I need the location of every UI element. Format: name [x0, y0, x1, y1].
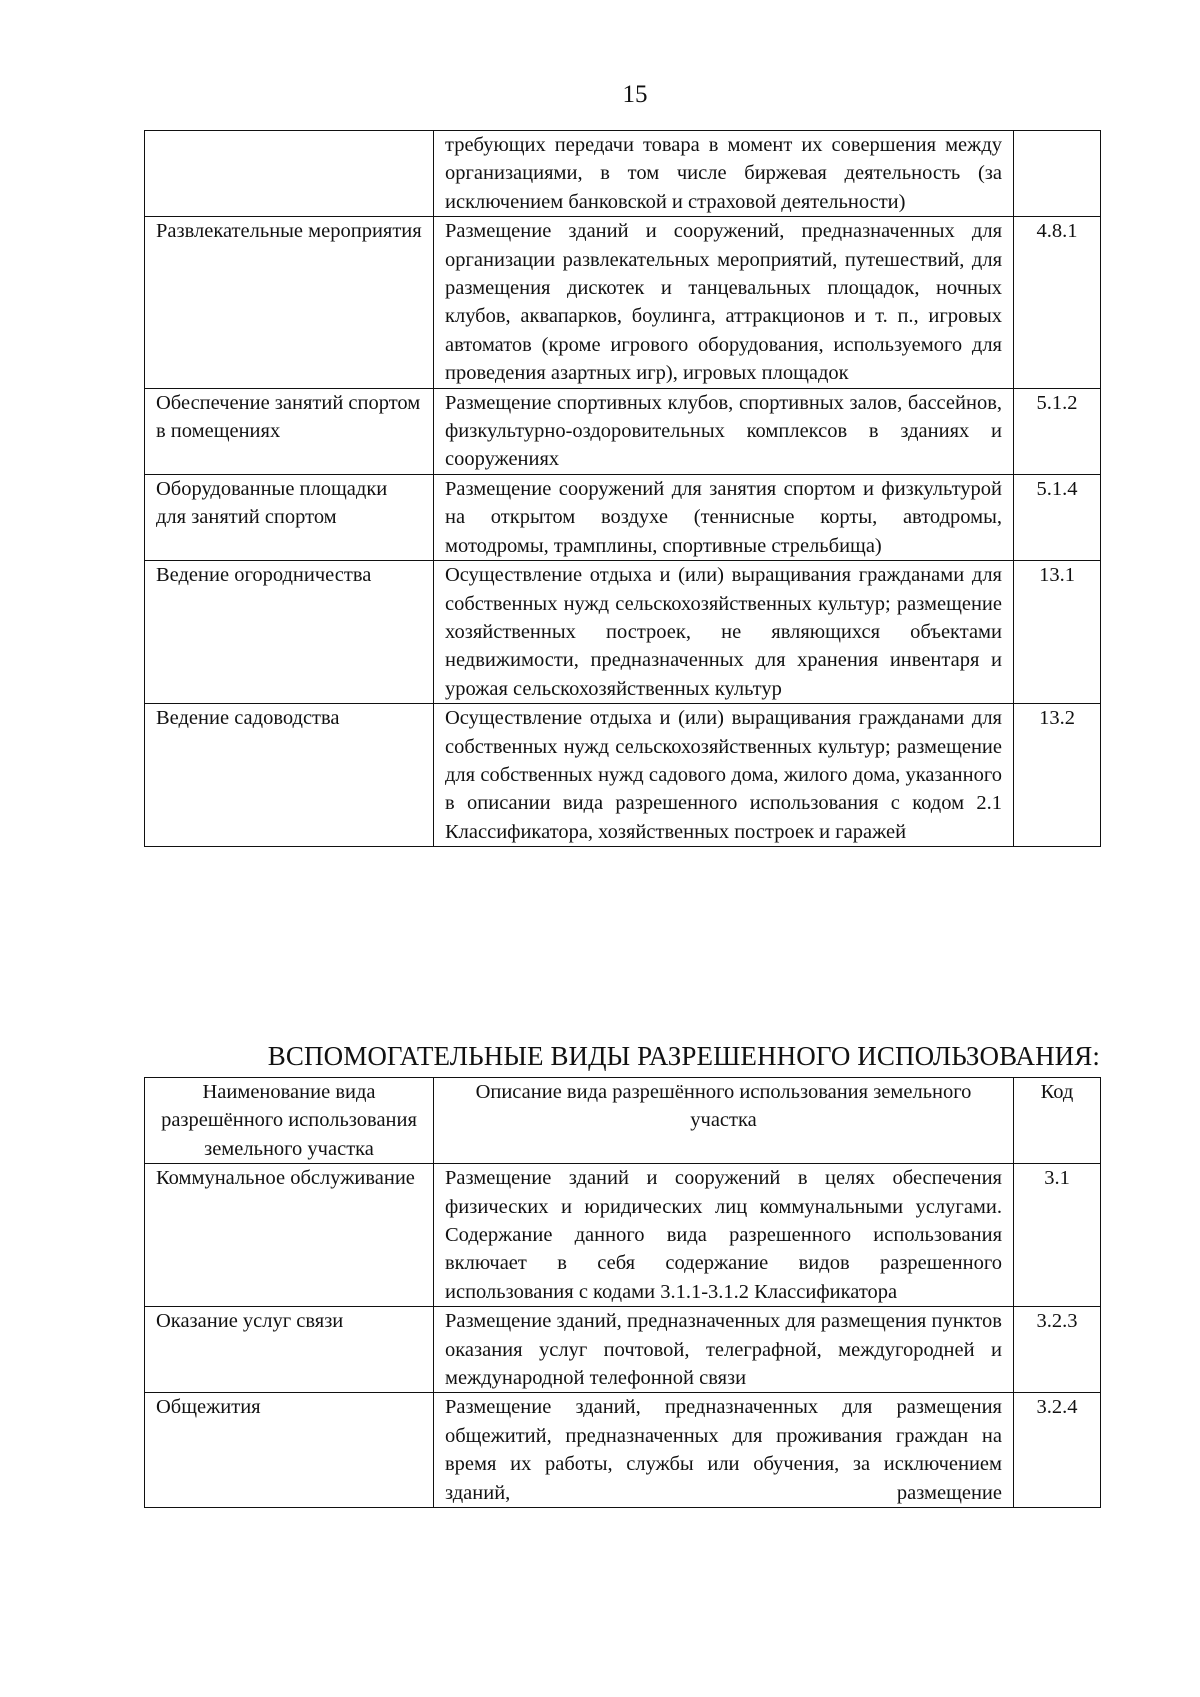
table-row [145, 561, 1101, 704]
use-type-name: Ведение огородничества [145, 561, 434, 704]
use-type-name: Оборудованные площадки для занятий спортом [145, 474, 434, 560]
use-type-code: 3.1 [1014, 1164, 1101, 1307]
table-header-row [145, 1078, 1101, 1164]
use-type-description: Размещение зданий, предназначенных для размещения пунктов оказания услуг почтовой, телеграфной, междугородней и международной телефонной связи [434, 1307, 1014, 1393]
use-type-code: 5.1.4 [1014, 474, 1101, 560]
use-type-code: 5.1.2 [1014, 388, 1101, 474]
use-type-description: Размещение сооружений для занятия спортом и физкультурой на открытом воздухе (теннисные корты, автодромы, мотодромы, трамплины, спортивные стрельбища) [434, 474, 1014, 560]
table-row [145, 704, 1101, 847]
table-row [145, 1164, 1101, 1307]
use-type-code: 3.2.3 [1014, 1307, 1101, 1393]
table-row [145, 131, 1101, 217]
use-type-code: 4.8.1 [1014, 217, 1101, 388]
use-type-description: Размещение зданий, предназначенных для размещения общежитий, предназначенных для проживания граждан на время их работы, службы или обучения, за исключением зданий, размещение [434, 1393, 1014, 1508]
use-type-code [1014, 131, 1101, 217]
use-type-name: Развлекательные мероприятия [145, 217, 434, 388]
use-type-description: Осуществление отдыха и (или) выращивания гражданами для собственных нужд сельскохозяйственных культур; размещение хозяйственных построек, не являющихся объектами недвижимости, предназначенных для хранения инвентаря и урожая сельскохозяйственных культур [434, 561, 1014, 704]
use-type-name: Обеспечение занятий спортом в помещениях [145, 388, 434, 474]
use-type-description: Размещение зданий и сооружений в целях обеспечения физических и юридических лиц коммунальными услугами. Содержание данного вида разрешенного использования включает в себя содержание видов разрешенного использования с кодами 3.1.1-3.1.2 Классификатора [434, 1164, 1014, 1307]
column-header-description: Описание вида разрешённого использования земельного участка [434, 1078, 1014, 1164]
use-type-name [145, 131, 434, 217]
use-type-code: 13.1 [1014, 561, 1101, 704]
use-type-description: Осуществление отдыха и (или) выращивания гражданами для собственных нужд сельскохозяйственных культур; размещение для собственных нужд садового дома, жилого дома, указанного в описании вида разрешенного использования с кодом 2.1 Классификатора, хозяйственных построек и гаражей [434, 704, 1014, 847]
use-type-description: требующих передачи товара в момент их совершения между организациями, в том числе биржевая деятельность (за исключением банковской и страховой деятельности) [434, 131, 1014, 217]
use-type-description: Размещение спортивных клубов, спортивных залов, бассейнов, физкультурно-оздоровительных комплексов в зданиях и сооружениях [434, 388, 1014, 474]
column-header-code: Код [1014, 1078, 1101, 1164]
use-type-description: Размещение зданий и сооружений, предназначенных для организации развлекательных мероприятий, путешествий, для размещения дискотек и танцевальных площадок, ночных клубов, аквапарков, боулинга, аттракционов и т. п., игровых автоматов (кроме игрового оборудования, используемого для проведения азартных игр), игровых площадок [434, 217, 1014, 388]
column-header-name: Наименование вида разрешённого использования земельного участка [145, 1078, 434, 1164]
table-row [145, 1307, 1101, 1393]
land-use-table-auxiliary [144, 1077, 1101, 1508]
section-title: ВСПОМОГАТЕЛЬНЫЕ ВИДЫ РАЗРЕШЕННОГО ИСПОЛЬЗОВАНИЯ: [267, 1041, 1100, 1071]
table-row [145, 1393, 1101, 1508]
use-type-name: Оказание услуг связи [145, 1307, 434, 1393]
page-number: 15 [622, 81, 648, 108]
land-use-table-main [144, 130, 1101, 847]
use-type-name: Ведение садоводства [145, 704, 434, 847]
use-type-code: 13.2 [1014, 704, 1101, 847]
use-type-name: Общежития [145, 1393, 434, 1508]
use-type-name: Коммунальное обслуживание [145, 1164, 434, 1307]
table-row [145, 388, 1101, 474]
table-row [145, 217, 1101, 388]
use-type-code: 3.2.4 [1014, 1393, 1101, 1508]
table-row [145, 474, 1101, 560]
